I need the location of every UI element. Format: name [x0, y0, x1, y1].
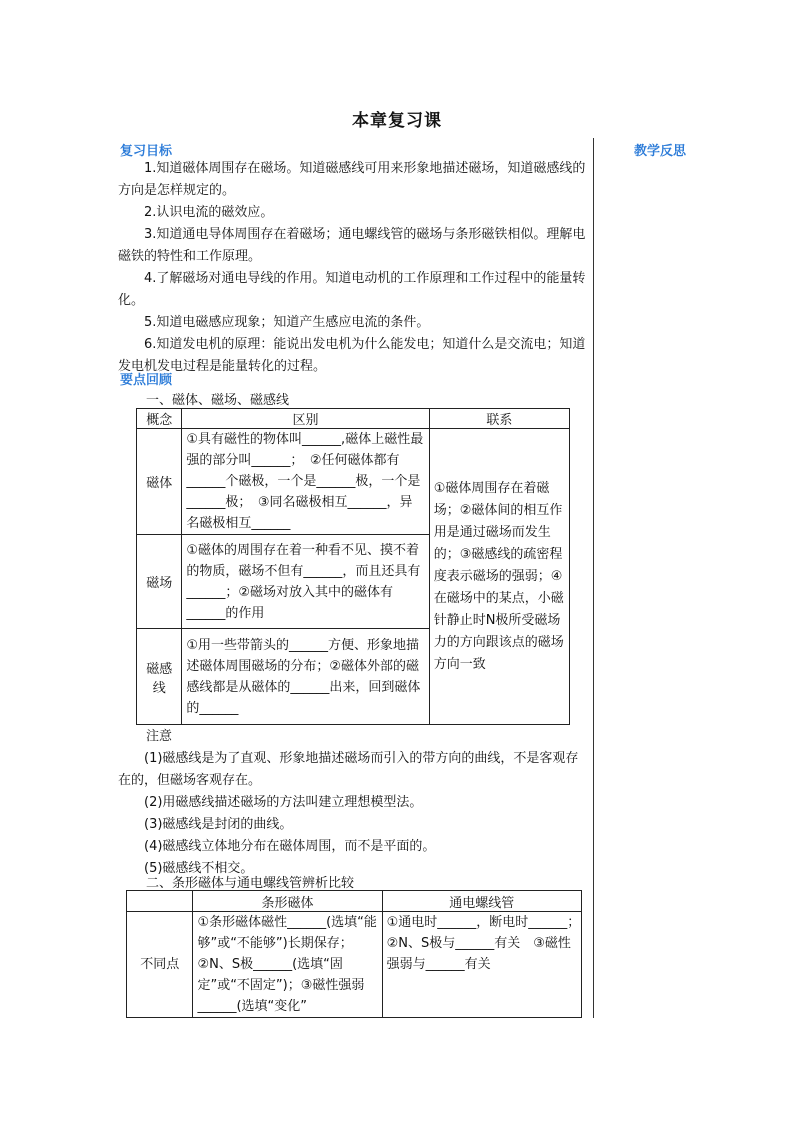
- relation-cell: ①磁体周围存在着磁场；②磁体间的相互作用是通过磁场而发生的；③磁感线的疏密程度表示磁场的强弱；④在磁场中的某点，小磁针静止时N极所受磁场力的方向跟该点的磁场方向一致: [429, 429, 569, 725]
- review-heading: 要点回顾: [120, 373, 173, 388]
- section1-title: 一、磁体、磁场、磁感线: [146, 393, 290, 408]
- goal-item: 1.知道磁体周围存在磁场。知道磁感线可用来形象地描述磁场，知道磁感线的方向是怎样规定的。: [118, 161, 586, 198]
- notes-block: [118, 726, 586, 880]
- concept-cell: 磁场: [137, 535, 182, 629]
- comparison-table: [126, 890, 587, 1018]
- reflection-heading: 教学反思: [634, 144, 687, 159]
- goals-list: [118, 158, 586, 378]
- goal-item: 4.了解磁场对通电导线的作用。知道电动机的工作原理和工作过程中的能量转化。: [118, 271, 586, 308]
- table-header: 条形磁体: [193, 891, 382, 912]
- solenoid-cell: ①通电时______，断电时______； ②N、S极与______有关 ③磁性强弱与______有关: [382, 912, 581, 1018]
- difference-cell: ①具有磁性的物体叫______,磁体上磁性最强的部分叫______； ②任何磁体都有______个磁极，一个是______极，一个是______极； ③同名磁极相互______，异名磁极相互______: [182, 429, 429, 535]
- table-header: 区别: [182, 409, 429, 429]
- concept-cell: 磁感线: [137, 629, 182, 725]
- section2-title: 二、条形磁体与通电螺线管辨析比较: [146, 876, 355, 891]
- difference-cell: ①用一些带箭头的______方便、形象地描述磁体周围磁场的分布；②磁体外部的磁感线都是从磁体的______出来，回到磁体的______: [182, 629, 429, 725]
- concept-cell: 磁体: [137, 429, 182, 535]
- note-item: (3)磁感线是封闭的曲线。: [144, 817, 293, 832]
- row-label: 不同点: [127, 912, 193, 1018]
- goals-heading: 复习目标: [120, 144, 173, 159]
- table-header: 联系: [429, 409, 569, 429]
- note-item: (1)磁感线是为了直观、形象地描述磁场而引入的带方向的曲线，不是客观存在的，但磁场客观存在。: [118, 751, 579, 788]
- bar-magnet-cell: ①条形磁体磁性______(选填“能够”或“不能够”)长期保存；②N、S极______(选填“固定”或“不固定”)；③磁性强弱______(选填“变化”: [193, 912, 382, 1018]
- note-item: (4)磁感线立体地分布在磁体周围，而不是平面的。: [144, 839, 436, 854]
- table-header: [127, 891, 193, 912]
- table-header: 概念: [137, 409, 182, 429]
- note-item: (2)用磁感线描述磁场的方法叫建立理想模型法。: [144, 795, 423, 810]
- page-title: 本章复习课: [352, 111, 442, 131]
- notes-heading: 注意: [146, 729, 173, 744]
- goal-item: 6.知道发电机的原理：能说出发电机为什么能发电；知道什么是交流电；知道发电机发电过程是能量转化的过程。: [118, 337, 586, 374]
- goal-item: 3.知道通电导体周围存在着磁场；通电螺线管的磁场与条形磁铁相似。理解电磁铁的特性和工作原理。: [118, 227, 586, 264]
- note-item: (5)磁感线不相交。: [144, 861, 254, 876]
- difference-cell: ①磁体的周围存在着一种看不见、摸不着的物质，磁场不但有______，而且还具有______；②磁场对放入其中的磁体有______的作用: [182, 535, 429, 629]
- magnet-table: [136, 408, 570, 725]
- goal-item: 5.知道电磁感应现象；知道产生感应电流的条件。: [144, 315, 430, 330]
- column-divider: [593, 138, 594, 1018]
- table-header: 通电螺线管: [382, 891, 581, 912]
- goal-item: 2.认识电流的磁效应。: [144, 205, 274, 220]
